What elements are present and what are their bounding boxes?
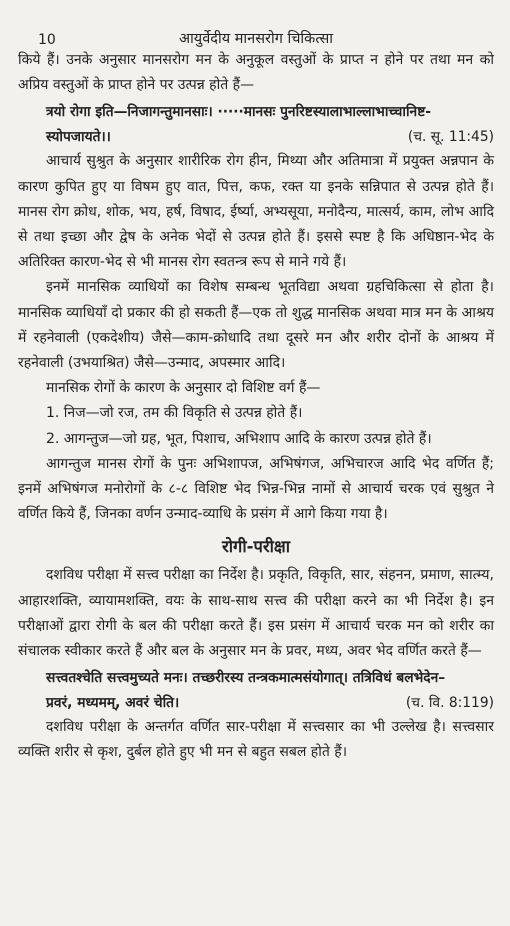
verse-2-last-line (46, 691, 494, 716)
section-heading: रोगी-परीक्षा (222, 537, 290, 557)
verse-2-line-1: सत्त्वतश्चेति सत्त्वमुच्यते मनः। तच्छरीरस्य तन्त्रकमात्मसंयोगात्। तत्रिविधं बलभेदेन– (46, 670, 446, 687)
verse-1-last-line (46, 125, 494, 150)
page-number: 10 (38, 32, 56, 48)
paragraph-7: दशविध परीक्षा के अन्तर्गत वर्णित सार-परीक्षा में सत्त्वसार का भी उल्लेख है। सत्त्वसार व्यक्ति शरीर से कृश, दुर्बल होते हुए भी मन से बहुत सबल होते हैं। (18, 719, 494, 761)
paragraph-5: आगन्तुज मानस रोगों के पुनः अभिशापज, अभिषंगज, अभिचारज आदि भेद वर्णित हैं; इनमें अभिषंगज मनोरोगों के ८-८ विशिष्ट भेद भिन्न-भिन्न नामों से आचार्य चरक एवं सुश्रुत ने वर्णित किये हैं, जिनका वर्णन उन्माद-व्याधि के प्रसंग में आगे किया गया है। (18, 455, 494, 523)
verse-1-line-2: स्योपजायते।। (46, 128, 111, 145)
page-header (18, 0, 494, 48)
sanskrit-verse-2 (18, 666, 494, 715)
list-item-1: 1. निज—जो रज, तम की विकृति से उत्पन्न होते हैं। (46, 405, 303, 422)
paragraph-1: किये हैं। उनके अनुसार मानसरोग मन के अनुकूल वस्तुओं के प्राप्त न होने पर तथा मन को अप्रिय वस्तुओं के प्राप्त होने पर उत्पन्न होते हैं— (18, 52, 494, 94)
paragraph-2: आचार्य सुश्रुत के अनुसार शारीरिक रोग हीन, मिथ्या और अतिमात्रा में प्रयुक्त अन्नपान के कारण कुपित हुए या विषम हुए वात, पित्त, कफ, रक्त या इनके सन्निपात से उत्पन्न होते हैं। मानस रोग क्रोध, शोक, भय, हर्ष, विषाद, ईर्ष्या, अभ्यसूया, मनोदैन्य, मात्सर्य, काम, लोभ आदि से तथा इच्छा और द्वेष के अनेक भेदों से उत्पन्न होते हैं। इससे स्पष्ट है कि अधिष्ठान-भेद के अतिरिक्त कारण-भेद से भी मानस रोग स्वतन्त्र रूप से माने गये हैं। (18, 153, 494, 271)
page-body (18, 48, 494, 766)
list-item-2: 2. आगन्तुज—जो ग्रह, भूत, पिशाच, अभिशाप आदि के कारण उत्पन्न होते हैं। (46, 430, 432, 447)
verse-1-reference: (च. सू. 11:45) (407, 128, 494, 145)
verse-2-reference: (च. वि. 8:119) (405, 694, 494, 711)
paragraph-6: दशविध परीक्षा में सत्त्व परीक्षा का निर्देश है। प्रकृति, विकृति, सार, संहनन, प्रमाण, सात्म्य, आहारशक्ति, व्यायामशक्ति, वयः के साथ-साथ सत्त्व की परीक्षा करने का भी निर्देश है। इन परीक्षाओं द्वारा रोगी के बल की परीक्षा करते हैं। इस प्रसंग में आचार्य चरक मन को शरीर का संचालक स्वीकार करते हैं और बल के अनुसार मन के प्रवर, मध्य, अवर भेद वर्णित करते हैं— (18, 567, 494, 660)
verse-1-line-1: त्रयो रोगा इति—निजागन्तुमानसाः। ·····मानसः पुनरिष्टस्यालाभाल्लाभाच्चानिष्ट- (46, 104, 431, 121)
paragraph-3: इनमें मानसिक व्याधियों का विशेष सम्बन्ध भूतविद्या अथवा ग्रहचिकित्सा से होता है। मानसिक व्याधियाँ दो प्रकार की हो सकती हैं—एक तो शुद्ध मानसिक अथवा मात्र मन के आश्रय में रहनेवाली (एकदेशीय) जैसे—काम-क्रोधादि तथा दूसरे मन और शरीर दोनों के आश्रय में रहनेवाली (उभयाश्रित) जैसे—उन्माद, अपस्मार आदि। (18, 279, 494, 372)
running-title: आयुर्वेदीय मानसरोग चिकित्सा (178, 31, 334, 47)
verse-2-line-2: प्रवरं, मध्यमम्, अवरं चेति। (46, 694, 180, 711)
sanskrit-verse-1 (18, 100, 494, 149)
paragraph-4: मानसिक रोगों के कारण के अनुसार दो विशिष्ट वर्ग हैं— (46, 380, 321, 397)
